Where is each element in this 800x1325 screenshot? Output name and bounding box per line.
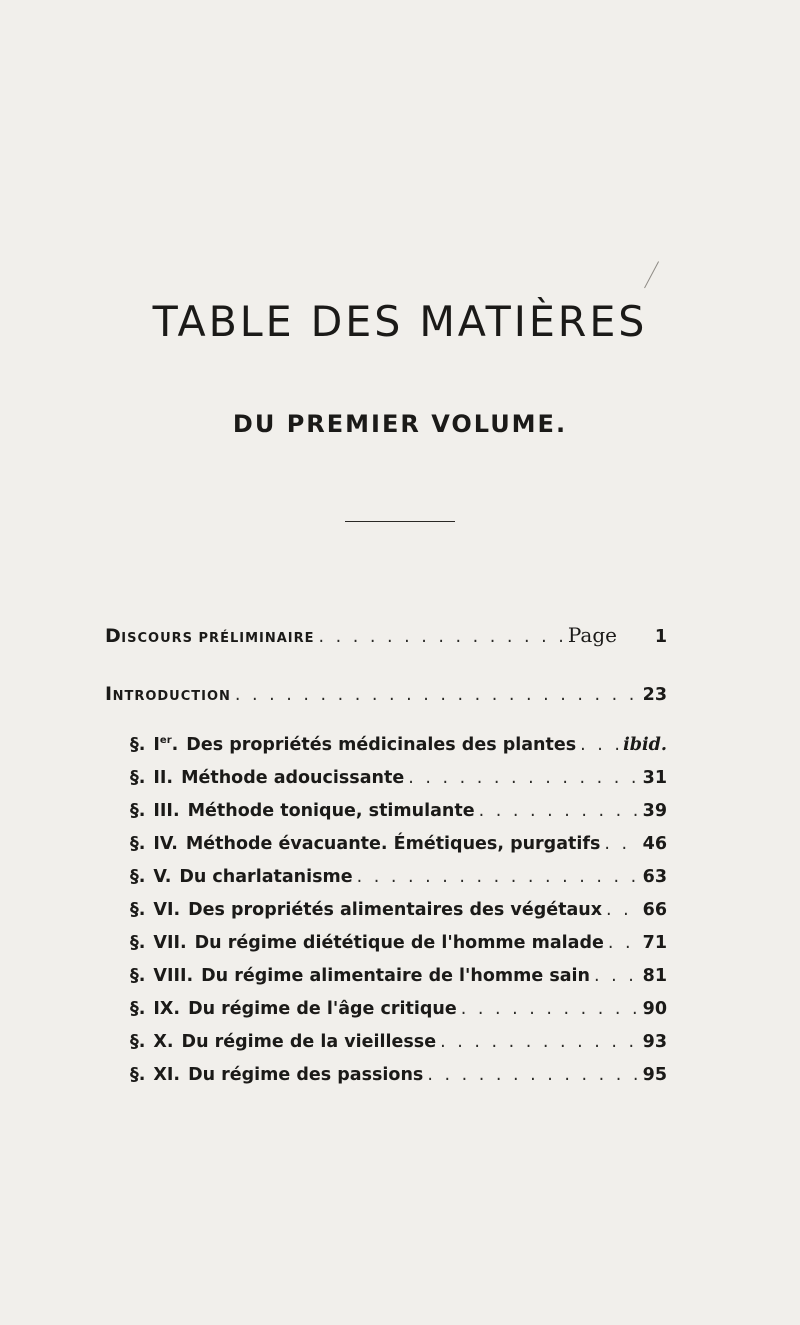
section-number: VIII. xyxy=(153,966,194,986)
leader-dots xyxy=(235,685,639,705)
leader-dots xyxy=(408,768,638,788)
leader-dots xyxy=(608,933,639,953)
entry-title: DISCOURS PRÉLIMINAIRE xyxy=(105,625,315,647)
page-number: 95 xyxy=(642,1065,667,1085)
leader-dots xyxy=(427,1065,638,1085)
leader-dots xyxy=(594,966,639,986)
page-number: 46 xyxy=(642,834,667,854)
toc-entry-section xyxy=(130,834,667,854)
section-number: Ier. xyxy=(153,735,179,755)
section-title: Méthode adoucissante xyxy=(181,768,405,788)
section-title: Méthode tonique, stimulante xyxy=(187,801,475,821)
toc-entry-section xyxy=(130,768,667,788)
page-number: 66 xyxy=(642,900,667,920)
leader-dots xyxy=(606,900,639,920)
page-number: 31 xyxy=(642,768,667,788)
section-number: X. xyxy=(153,1032,174,1052)
page-number: 23 xyxy=(642,685,667,705)
toc-entry-section xyxy=(130,801,667,821)
section-title: Des propriétés alimentaires des végétaux xyxy=(188,900,603,920)
page-number: 71 xyxy=(642,933,667,953)
page-number: ibid. xyxy=(623,735,667,755)
toc-entry-section xyxy=(130,900,667,920)
section-number: III. xyxy=(153,801,180,821)
page-label: Page xyxy=(567,623,617,647)
section-sign: §. xyxy=(130,801,146,821)
section-title: Méthode évacuante. Émétiques, purgatifs xyxy=(185,834,601,854)
section-title: Du régime alimentaire de l'homme sain xyxy=(201,966,591,986)
page-number: 1 xyxy=(654,627,667,647)
section-sign: §. xyxy=(130,735,146,755)
leader-dots xyxy=(461,999,639,1019)
pencil-mark xyxy=(644,261,660,288)
section-number: V. xyxy=(153,867,172,887)
page-title: TABLE DES MATIÈRES xyxy=(152,297,648,346)
leader-dots xyxy=(580,735,619,755)
section-sign: §. xyxy=(130,768,146,788)
leader-dots xyxy=(479,801,639,821)
toc-entry-discours xyxy=(105,623,667,647)
section-title: Du régime de l'âge critique xyxy=(188,999,457,1019)
section-number: IX. xyxy=(153,999,181,1019)
entry-title: INTRODUCTION xyxy=(105,683,231,705)
toc-entry-section xyxy=(130,999,667,1019)
section-sign: §. xyxy=(130,999,146,1019)
section-number: IV. xyxy=(153,834,178,854)
section-number: XI. xyxy=(153,1065,181,1085)
toc-entry-introduction xyxy=(105,683,667,705)
toc-entry-section xyxy=(130,966,667,986)
section-sign: §. xyxy=(130,933,146,953)
section-number: VII. xyxy=(153,933,187,953)
section-title: Du régime de la vieillesse xyxy=(181,1032,437,1052)
section-sign: §. xyxy=(130,1032,146,1052)
section-title: Du charlatanisme xyxy=(179,867,353,887)
section-number: II. xyxy=(153,768,174,788)
section-title: Du régime diététique de l'homme malade xyxy=(194,933,604,953)
toc-entry-section xyxy=(130,867,667,887)
title-divider xyxy=(345,521,455,522)
page-number: 81 xyxy=(642,966,667,986)
section-title: Du régime des passions xyxy=(188,1065,424,1085)
leader-dots xyxy=(357,867,639,887)
page-number: 90 xyxy=(642,999,667,1019)
page-subtitle: DU PREMIER VOLUME. xyxy=(232,410,568,438)
section-title: Des propriétés médicinales des plantes xyxy=(186,735,577,755)
page-number: 93 xyxy=(642,1032,667,1052)
section-sign: §. xyxy=(130,867,146,887)
section-sign: §. xyxy=(130,834,146,854)
toc-entry-section xyxy=(130,933,667,953)
section-number: VI. xyxy=(153,900,181,920)
toc-entry-section xyxy=(130,735,667,755)
leader-dots xyxy=(319,627,564,647)
leader-dots xyxy=(604,834,638,854)
section-sign: §. xyxy=(130,1065,146,1085)
section-sign: §. xyxy=(130,900,146,920)
leader-dots xyxy=(440,1032,639,1052)
page-number: 39 xyxy=(642,801,667,821)
toc-entry-section xyxy=(130,1065,667,1085)
section-sign: §. xyxy=(130,966,146,986)
page-number: 63 xyxy=(642,867,667,887)
toc-entry-section xyxy=(130,1032,667,1052)
